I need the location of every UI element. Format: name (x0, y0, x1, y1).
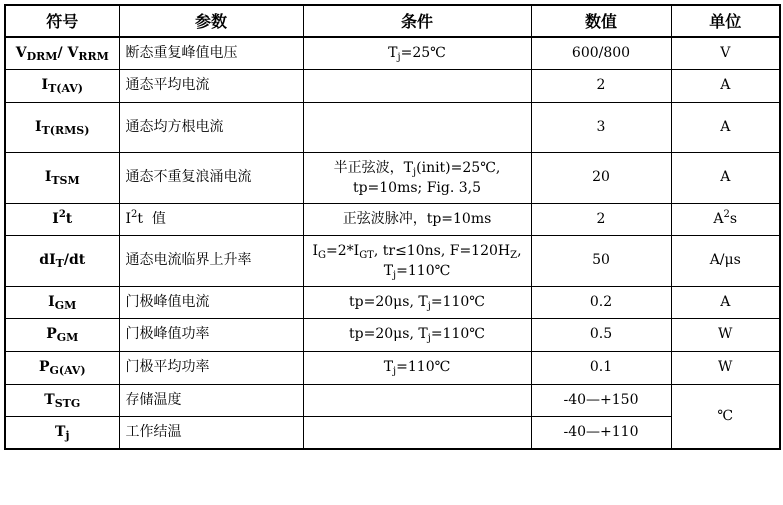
row-value: 600/800 (531, 37, 671, 69)
row-symbol: $I_{GM}$ (5, 286, 119, 318)
table-row (5, 69, 780, 102)
row-unit: A (671, 286, 780, 318)
header-parameter: 参数 (119, 5, 303, 37)
row-value: 0.5 (531, 318, 671, 351)
row-parameter: 通态不重复浪涌电流 (119, 152, 303, 203)
row-value: 50 (531, 235, 671, 286)
row-parameter: 工作结温 (119, 416, 303, 449)
row-symbol: $T_j$ (5, 416, 119, 449)
header-unit: 单位 (671, 5, 780, 37)
row-value: 20 (531, 152, 671, 203)
row-condition (303, 235, 531, 286)
header-value: 数值 (531, 5, 671, 37)
row-parameter: 存储温度 (119, 384, 303, 416)
row-value: 0.2 (531, 286, 671, 318)
row-value: -40—+110 (531, 416, 671, 449)
row-unit: A (671, 102, 780, 152)
table-row (5, 235, 780, 286)
row-symbol: $I_{T(AV)}$ (5, 69, 119, 102)
row-symbol: $V_{DRM}/$ $V_{RRM}$ (5, 37, 119, 69)
row-unit: W (671, 351, 780, 384)
row-symbol: $I_{TSM}$ (5, 152, 119, 203)
condition-line-2: tp=10ms; Fig. 3,5 (352, 179, 482, 196)
row-condition (303, 69, 531, 102)
row-unit: W (671, 318, 780, 351)
row-symbol: $I_{T(RMS)}$ (5, 102, 119, 152)
row-condition (303, 416, 531, 449)
spec-table-container (4, 4, 779, 450)
row-unit: V (671, 37, 780, 69)
row-parameter: 门极平均功率 (119, 351, 303, 384)
row-unit: A (671, 152, 780, 203)
condition-line-1: $I_G=2*I_{GT}$, tr≤10ns, $F=120H_Z$, (312, 242, 522, 261)
row-symbol: $I^2t$ (5, 203, 119, 235)
row-condition (303, 152, 531, 203)
row-condition: $T_j=25℃$ (303, 37, 531, 69)
row-symbol: $dI_T/dt$ (5, 235, 119, 286)
row-value: 2 (531, 69, 671, 102)
row-value: 2 (531, 203, 671, 235)
table-row (5, 37, 780, 69)
row-value: 0.1 (531, 351, 671, 384)
condition-line-2: $T_j=110℃$ (383, 262, 451, 281)
table-row (5, 384, 780, 416)
row-condition (303, 384, 531, 416)
table-row (5, 416, 780, 449)
row-condition: $T_j=110℃$ (303, 351, 531, 384)
row-unit: A/μs (671, 235, 780, 286)
row-unit: ℃ (671, 384, 780, 449)
table-row (5, 351, 780, 384)
row-unit: A (671, 69, 780, 102)
row-condition (303, 102, 531, 152)
table-row (5, 152, 780, 203)
row-value: -40—+150 (531, 384, 671, 416)
row-condition: 正弦波脉冲，tp=10ms (303, 203, 531, 235)
row-parameter: $I^2t$ 值 (119, 203, 303, 235)
row-symbol: $P_{GM}$ (5, 318, 119, 351)
row-unit: $A^2s$ (671, 203, 780, 235)
row-parameter: 门极峰值功率 (119, 318, 303, 351)
row-parameter: 通态均方根电流 (119, 102, 303, 152)
row-parameter: 通态电流临界上升率 (119, 235, 303, 286)
table-row (5, 318, 780, 351)
row-parameter: 断态重复峰值电压 (119, 37, 303, 69)
header-condition: 条件 (303, 5, 531, 37)
table-row (5, 102, 780, 152)
row-condition: tp=20μs, $T_j=110℃$ (303, 286, 531, 318)
table-header-row (5, 5, 780, 37)
ratings-table (4, 4, 781, 450)
condition-line-1: 半正弦波，$T_j(init)=25℃$, (333, 159, 501, 178)
row-parameter: 通态平均电流 (119, 69, 303, 102)
row-symbol: $P_{G(AV)}$ (5, 351, 119, 384)
table-row (5, 203, 780, 235)
row-value: 3 (531, 102, 671, 152)
row-condition: tp=20μs, $T_j=110℃$ (303, 318, 531, 351)
table-row (5, 286, 780, 318)
header-symbol: 符号 (5, 5, 119, 37)
row-symbol: $T_{STG}$ (5, 384, 119, 416)
row-parameter: 门极峰值电流 (119, 286, 303, 318)
